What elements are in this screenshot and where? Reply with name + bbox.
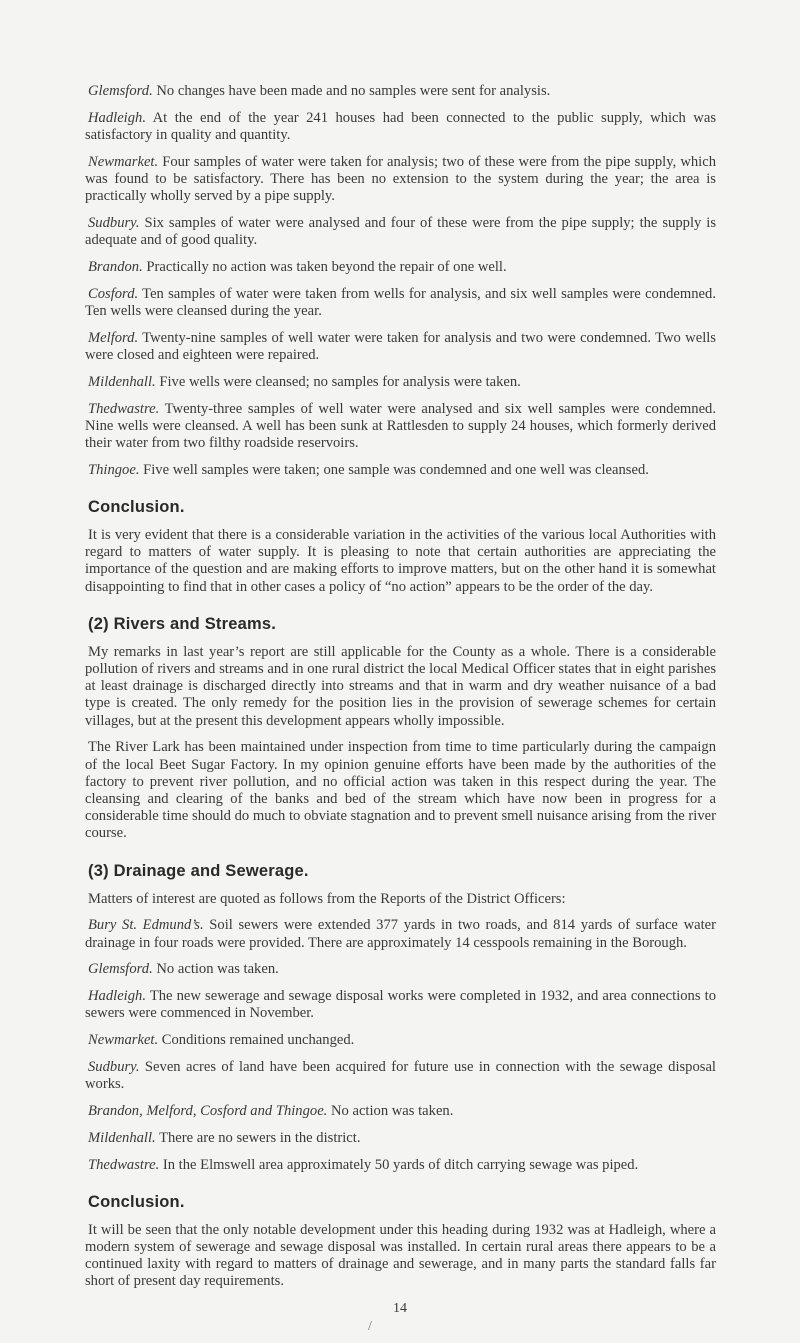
stray-pen-mark: / [368,1319,372,1334]
district-entry-brandon-melford-cosford-thingoe [85,1103,716,1120]
district-name: Thedwastre. [88,1156,160,1173]
conclusion-paragraph: It will be seen that the only notable development under this heading during 1932 was at Hadleigh, where a modern system of sewerage and sewage disposal was installed. In certain rural areas there appears to be a continued laxity with regard to matters of drainage and sewerage, and in many parts the standard falls far short of present day requirements. [85,1221,716,1290]
district-entry-thedwastre [85,1157,716,1174]
rivers-paragraph: The River Lark has been maintained under inspection from time to time particularly during the campaign of the local Beet Sugar Factory. In my opinion genuine efforts have been made by the authorities of the factory to prevent river pollution, and no official action was taken in this respect during the year. The cleansing and clearing of the banks and bed of the stream which have now been in progress for a considerable time should do much to obviate stagnation and to prevent smell nuisance arising from the river course. [85,739,716,842]
district-text: Seven acres of land have been acquired for future use in connection with the sewage disposal works. [85,1059,716,1093]
district-text: No changes have been made and no samples were sent for analysis. [152,83,551,99]
section-number: (3) [88,861,109,880]
district-text: Twenty-nine samples of well water were taken for analysis and two were condemned. Two wells were closed and eighteen were repaired. [85,329,716,363]
district-name: Newmarket. [88,1032,159,1049]
district-name: Mildenhall. [88,1129,156,1146]
district-name: Melford. [88,329,139,346]
drainage-district-entries [85,917,716,1173]
section-heading-rivers-and-streams [88,614,716,634]
district-entry-newmarket [85,154,716,206]
district-name: Hadleigh. [88,988,146,1005]
district-name: Brandon. [88,259,143,275]
district-text: Four samples of water were taken for analysis; two of these were from the pipe supply, which was found to be satisfactory. There has been no extension to the system during the year; the area is practically wholly served by a pipe supply. [85,153,716,205]
district-text: Twenty-three samples of well water were analysed and six well samples were condemned. Nine wells were cleansed. A well has been sunk at Rattlesden to supply 24 houses, which formerly derived their water from two filthy roadside reservoirs. [85,400,716,451]
district-name: Cosford. [88,285,139,302]
section-number: (2) [88,614,109,633]
district-name: Thedwastre. [88,400,160,417]
section-title: Drainage and Sewerage. [113,861,309,880]
district-text: In the Elmswell area approximately 50 yards of ditch carrying sewage was piped. [159,1156,639,1173]
district-entry-brandon [85,259,716,276]
district-name: Thingoe. [88,461,140,478]
district-text: Conditions remained unchanged. [158,1032,355,1049]
district-name: Sudbury. [88,1059,140,1076]
district-entry-newmarket [85,1032,716,1049]
district-text: The new sewerage and sewage disposal works were completed in 1932, and area connections to sewers were commenced in November. [85,988,716,1022]
district-entry-sudbury [85,1059,716,1093]
district-name: Newmarket. [88,153,159,170]
district-name: Mildenhall. [88,373,156,390]
district-entry-cosford [85,286,716,320]
rivers-paragraph: My remarks in last year’s report are still applicable for the County as a whole. There is a considerable pollution of rivers and streams and in one rural district the local Medical Officer states that in eight parishes at least drainage is discharged directly into streams and that in warm and dry weather nuisance of a bad type is created. The only remedy for the position lies in the provision of sewerage schemes for certain villages, but at the present this development appears wholly impossible. [85,643,716,729]
section-heading-conclusion: Conclusion. [88,498,185,516]
district-entry-mildenhall [85,374,716,391]
district-entry-hadleigh [85,110,716,144]
district-entry-glemsford [85,961,716,978]
district-text: Five well samples were taken; one sample was condemned and one well was cleansed. [139,461,649,478]
district-text: No action was taken. [327,1103,454,1120]
section-title: Rivers and Streams. [113,614,277,633]
section-heading-conclusion: Conclusion. [88,1192,185,1211]
district-text: Soil sewers were extended 377 yards in two roads, and 814 yards of surface water drainage in four roads were provided. There are approximately 14 cesspools remaining in the Borough. [85,917,716,951]
district-entry-melford [85,330,716,364]
district-text: Six samples of water were analysed and four of these were from the pipe supply; the supply is adequate and of good quality. [85,215,716,249]
page-number: 14 [393,1301,407,1316]
district-name: Glemsford. [88,961,153,978]
district-entry-sudbury [85,215,716,249]
district-name: Glemsford. [88,83,153,99]
district-entry-thingoe [85,462,716,479]
conclusion-paragraph: It is very evident that there is a considerable variation in the activities of the various local Authorities with regard to matters of water supply. It is pleasing to note that certain authorities are appreciating the importance of the question and are making efforts to improve matters, but on the other hand it is somewhat disappointing to find that in other cases a policy of “no action” appears to be the order of the day. [85,527,716,595]
district-name: Hadleigh. [88,109,146,126]
district-text: At the end of the year 241 houses had been connected to the public supply, which was satisfactory in quality and quantity. [85,109,716,143]
district-text: Practically no action was taken beyond the repair of one well. [142,259,507,275]
district-name: Bury St. Edmund’s. [88,917,204,934]
district-text: No action was taken. [152,961,279,978]
district-entry-mildenhall [85,1130,716,1147]
section-heading-drainage-and-sewerage [88,861,716,881]
water-supply-district-entries [85,83,716,479]
district-text: Ten samples of water were taken from wells for analysis, and six well samples were condemned. Ten wells were cleansed during the year. [85,285,716,319]
district-name: Brandon, Melford, Cosford and Thingoe. [88,1103,328,1120]
district-text: There are no sewers in the district. [155,1129,361,1146]
district-text: Five wells were cleansed; no samples for analysis were taken. [155,373,521,390]
district-entry-bury-st-edmunds [85,917,716,951]
district-entry-thedwastre [85,401,716,453]
district-entry-glemsford [85,83,716,100]
district-entry-hadleigh [85,988,716,1022]
drainage-intro-paragraph: Matters of interest are quoted as follows from the Reports of the District Officers: [88,890,566,907]
district-name: Sudbury. [88,215,140,231]
